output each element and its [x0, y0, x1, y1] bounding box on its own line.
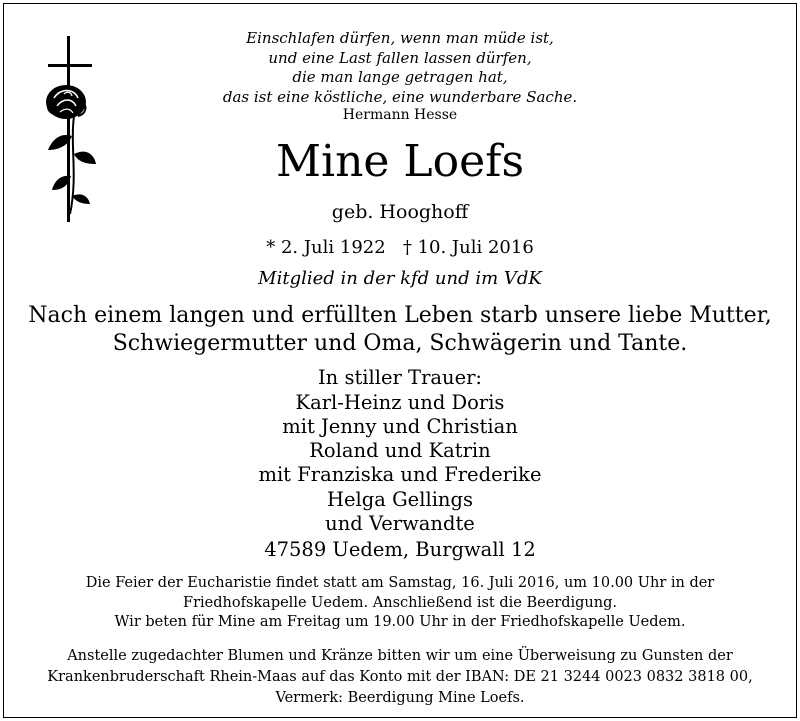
donation-line: Krankenbruderschaft Rhein-Maas auf das Konto mit der IBAN: DE 21 3244 0023 0832 3818 00, [47, 669, 753, 685]
mourner-line: Karl-Heinz und Doris [295, 391, 505, 414]
poem-line: das ist eine köstliche, eine wunderbare Sache. [222, 88, 578, 106]
poem-line: die man lange getragen hat, [292, 68, 508, 86]
donation-line: Vermerk: Beerdigung Mine Loefs. [275, 690, 525, 706]
service-line: Wir beten für Mine am Freitag um 19.00 Uhr in der Friedhofskapelle Uedem. [114, 614, 686, 630]
announcement-line: Schwiegermutter und Oma, Schwägerin und Tante. [112, 331, 688, 356]
mourner-line: mit Jenny und Christian [282, 415, 518, 438]
mourner-line: mit Franziska und Frederike [258, 463, 542, 486]
mourner-line: Helga Gellings [327, 488, 473, 511]
announcement-line: Nach einem langen und erfüllten Leben starb unsere liebe Mutter, [28, 303, 772, 328]
birth-name: geb. Hooghoff [331, 201, 469, 223]
service-line: Die Feier der Eucharistie findet statt am Samstag, 16. Juli 2016, um 10.00 Uhr in der [85, 575, 715, 591]
membership: Mitglied in der kfd und im VdK [258, 268, 542, 289]
mourner-line: In stiller Trauer: [317, 366, 483, 389]
poem-line: und eine Last fallen lassen dürfen, [268, 49, 532, 67]
life-dates: * 2. Juli 1922 † 10. Juli 2016 [266, 237, 534, 258]
mourner-line: Roland und Katrin [309, 439, 491, 462]
deceased-name: Mine Loefs [275, 136, 525, 187]
poem-author: Hermann Hesse [342, 107, 458, 123]
donation-line: Anstelle zugedachter Blumen und Kränze bitten wir um eine Überweisung zu Gunsten der [67, 648, 733, 664]
mourner-address: 47589 Uedem, Burgwall 12 [264, 538, 536, 561]
service-line: Friedhofskapelle Uedem. Anschließend ist die Beerdigung. [183, 595, 617, 611]
mourner-line: und Verwandte [325, 512, 475, 535]
poem-line: Einschlafen dürfen, wenn man müde ist, [246, 29, 554, 47]
